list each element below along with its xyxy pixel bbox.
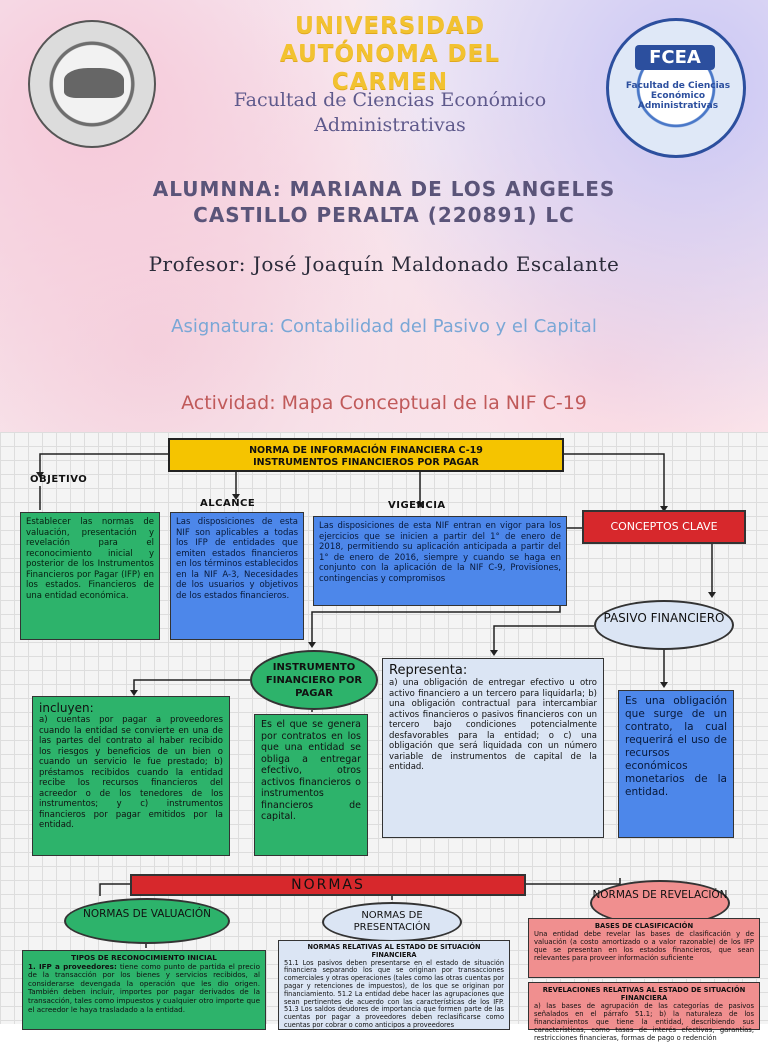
normas-situacion-financiera-box <box>278 940 510 1030</box>
faculty-name: Facultad de Ciencias Económico Administrativas <box>233 89 547 136</box>
arrowhead-representa <box>490 650 498 656</box>
normas-revelacion-node: NORMAS DE REVELACIÓN <box>590 880 730 926</box>
bases-clasificacion-box <box>528 918 760 978</box>
title-line-1: NORMA DE INFORMACIÓN FINANCIERA C-19 <box>249 445 483 456</box>
revelaciones-situacion-financiera-box <box>528 982 760 1042</box>
objetivo-label: OBJETIVO <box>30 474 88 485</box>
connector-normas-revelacion <box>526 878 620 884</box>
normas-presentacion-node: NORMAS DE PRESENTACIÓN <box>322 902 462 942</box>
reconocimiento-inicial-box <box>22 950 266 1030</box>
eagle-icon <box>64 68 124 98</box>
arrowhead-es <box>660 682 668 688</box>
university-title: UNIVERSIDAD AUTÓNOMA DEL CARMEN <box>280 13 500 95</box>
rsf-heading: REVELACIONES RELATIVAS AL ESTADO DE SITUACIÓN FINANCIERA <box>542 986 746 1002</box>
concept-map <box>0 432 768 1042</box>
vigencia-box: Las disposiciones de esta NIF entran en vigor para los ejercicios que se inicien a partir del 1° de enero de 2018, permitiendo su aplicación anticipada a partir del 1° de enero de 2016, siempre y cuando se haga en conjunto con la aplicación de la NIF C-9, Provisiones, contingencias y compromisos <box>313 516 567 606</box>
normas-valuacion-node: NORMAS DE VALUACIÓN <box>64 898 230 944</box>
incluyen-box <box>32 696 230 856</box>
connector-instrumento-incluyen <box>134 680 250 692</box>
bc-text: Una entidad debe revelar las bases de clasificación y de valuación (a costo amortizado o a valor razonable) de los IFP que se presentan en los estados financieros, que sean relevantes para proveer información suficiente <box>534 930 754 962</box>
professor-name: Profesor: José Joaquín Maldonado Escalante <box>148 252 620 276</box>
representa-text: a) una obligación de entregar efectivo u otro activo financiero a un tercero para liquidarla; b) una obligación contractual para intercambiar activos financieros o pasivos financieros con un tercero bajo condiciones potencialmente desfavorables para la entidad; o c) una obligación que será liquidada con un número variable de instrumentos de capital de la entidad. <box>389 678 597 772</box>
subject-name: Asignatura: Contabilidad del Pasivo y el Capital <box>171 316 597 337</box>
nif-c19-title <box>168 438 564 472</box>
nsf-heading: NORMAS RELATIVAS AL ESTADO DE SITUACIÓN FINANCIERA <box>307 943 481 959</box>
pasivo-financiero-node: PASIVO FINANCIERO <box>594 600 734 650</box>
bc-heading: BASES DE CLASIFICACIÓN <box>594 922 694 930</box>
fcea-logo <box>606 18 746 158</box>
nsf-text: 51.1 Los pasivos deben presentarse en el estado de situación financiera separando los que se originan por transacciones comerciales y otras operaciones (tales como las otras cuentas por pagar y retenciones de impuestos), de los que se originan por financiamiento. 51.2 La entidad debe hacer las agrupaciones que sean pertinentes de acuerdo con las características de los IFP. 51.3 Los saldos deudores de importancia que formen parte de las cuentas por pagar a proveedores deben reclasificarse como cuentas por cobrar o como anticipos a proveedores <box>284 958 504 1029</box>
rsf-text: a) las bases de agrupación de las categorías de pasivos señalados en el párrafo 51.1; b) la naturaleza de los financiamientos que tiene la entidad, describiendo sus características, como tasas de interés efectivas, garantías, restricciones financieras, formas de pago o redención <box>534 1002 754 1042</box>
title-line-2: INSTRUMENTOS FINANCIEROS POR PAGAR <box>253 457 479 468</box>
connector-normas-valuacion <box>100 884 130 896</box>
fcea-logo-text: FCEA <box>635 45 715 70</box>
arrowhead-instrumento <box>308 642 316 648</box>
conceptos-clave-box: CONCEPTOS CLAVE <box>582 510 746 544</box>
es-obligacion-box: Es una obligación que surge de un contrato, la cual requerirá el uso de recursos económicos monetarios de la entidad. <box>618 690 734 838</box>
representa-heading: Representa: <box>389 663 468 678</box>
university-seal-logo <box>28 20 156 148</box>
alcance-box: Las disposiciones de esta NIF son aplicables a todas los IFP de entidades que emiten estados financieros en los términos establecidos en la NIF A-3, Necesidades de los usuarios y objetivos de los estados financieros. <box>170 512 304 640</box>
representa-box <box>382 658 604 838</box>
ri-heading: TIPOS DE RECONOCIMIENTO INICIAL <box>71 953 217 962</box>
connector-title-objetivo <box>40 454 168 472</box>
fcea-logo-ring-text: Facultad de Ciencias Económico Administrativas <box>625 81 731 111</box>
normas-box: NORMAS <box>130 874 526 896</box>
arrowhead-pasivo <box>708 592 716 598</box>
header-banner <box>0 0 768 432</box>
ri-subheading: 1. IFP a proveedores: <box>28 961 117 971</box>
objetivo-box: Establecer las normas de valuación, presentación y revelación para el reconocimiento inicial y posterior de los Instrumentos Financieros por Pagar (IFP) en los estados. Financieros de una entidad económica. <box>20 512 160 640</box>
connector-pasivo-representa <box>494 626 594 654</box>
incluyen-heading: incluyen: <box>39 701 94 715</box>
incluyen-text: a) cuentas por pagar a proveedores cuando la entidad se convierte en una de las partes del contrato al haber recibido los riesgos y beneficios de un bien o cuando un servicio le fue prestado; b) préstamos recibidos cuando la entidad recibe los recursos financieros del acreedor o de los tenedores de los instrumentos; y c) instrumentos financieros por pagar emitidos por la entidad. <box>39 715 223 830</box>
student-name: ALUMNNA: MARIANA DE LOS ANGELES CASTILLO PERALTA (220891) LC <box>152 177 616 227</box>
vigencia-label: VIGENCIA <box>388 500 446 511</box>
activity-name: Actividad: Mapa Conceptual de la NIF C-19 <box>181 392 587 414</box>
connector-title-conceptos <box>564 454 664 506</box>
ri-text: tiene como punto de partida el precio de la transacción por los bienes y servicios recibidos, al considerarse devengada la operación que les dio origen. También deben incluir, importes por pagar derivados de la transacción, tales como impuestos y cualquier otro importe que el acreedor le haya trasladado a la entidad. <box>28 961 260 1014</box>
alcance-label: ALCANCE <box>200 498 256 509</box>
instrumento-financiero-node: INSTRUMENTO FINANCIERO POR PAGAR <box>250 650 378 710</box>
genera-box: Es el que se genera por contratos en los que una entidad se obliga a entregar efectivo, otros activos financieros o instrumentos financieros de capital. <box>254 714 368 856</box>
